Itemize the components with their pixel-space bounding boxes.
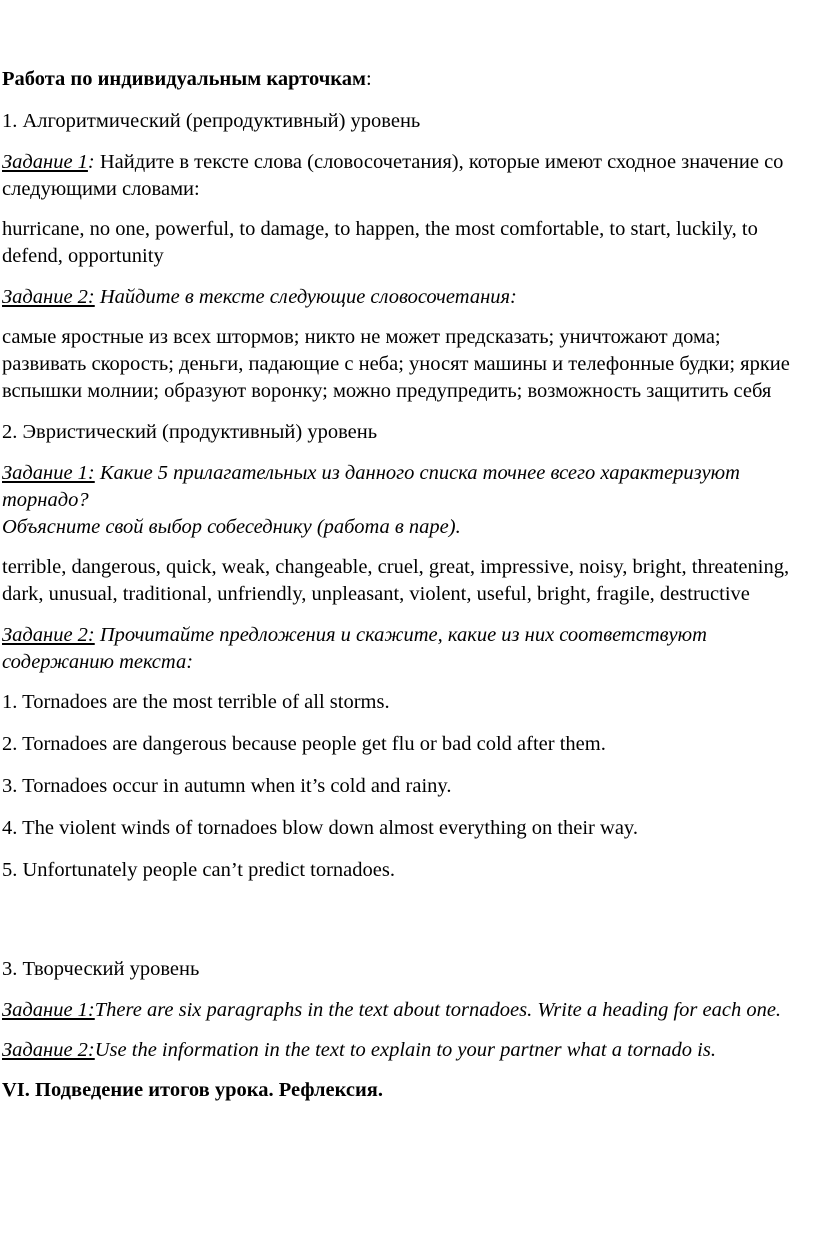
section-title-colon: :	[366, 68, 372, 90]
task-label: Задание 2:	[2, 286, 95, 308]
task-text: Прочитайте предложения и скажите, какие из них соответствуют содержанию текста:	[2, 624, 707, 673]
level-2-adjective-list: terrible, dangerous, quick, weak, changeable, cruel, great, impressive, noisy, bright, threatening, dark, unusual, traditional, unfriendly, unpleasant, violent, useful, bright, fragile, destructive	[2, 556, 790, 605]
document-page	[2, 66, 808, 1104]
task-text: Какие 5 прилагательных из данного списка точнее всего характеризуют торнадо?	[2, 462, 740, 511]
section-title-bold: Работа по индивидуальным карточкам	[2, 68, 367, 90]
level-1-task-1	[2, 149, 808, 203]
task-label: Задание 2:	[2, 624, 95, 646]
section-title	[2, 66, 808, 93]
level-1-word-list: hurricane, no one, powerful, to damage, to happen, the most comfortable, to start, luckily, to defend, opportunity	[2, 218, 758, 267]
vertical-spacer	[2, 899, 808, 956]
level-2-task-1	[2, 460, 808, 541]
level-3-task-1	[2, 997, 808, 1024]
final-section-heading: VI. Подведение итогов урока. Рефлексия.	[2, 1079, 384, 1101]
level-1-phrase-list: самые яростные из всех штормов; никто не может предсказать; уничтожают дома; развивать скорость; деньги, падающие с неба; уносят машины и телефонные будки; яркие вспышки молнии; образуют воронку; можно предупредить; возможность защитить себя	[2, 326, 790, 402]
task-text: There are six paragraphs in the text about tornadoes. Write a heading for each one.	[94, 999, 782, 1021]
task-label-colon: :	[87, 151, 95, 173]
sentence-item: 2. Tornadoes are dangerous because people get flu or bad cold after them.	[2, 733, 606, 755]
level-2-heading: 2. Эвристический (продуктивный) уровень	[2, 421, 378, 443]
sentence-item: 5. Unfortunately people can’t predict tornadoes.	[2, 859, 395, 881]
task-label: Задание 1:	[2, 999, 95, 1021]
level-3-heading: 3. Творческий уровень	[2, 958, 200, 980]
sentence-item: 3. Tornadoes occur in autumn when it’s cold and rainy.	[2, 775, 452, 797]
task-label: Задание 1	[2, 151, 88, 173]
level-1-heading: 1. Алгоритмический (репродуктивный) уровень	[2, 110, 421, 132]
sentence-item: 1. Tornadoes are the most terrible of all storms.	[2, 691, 390, 713]
level-3-task-2	[2, 1037, 808, 1064]
level-1-task-2	[2, 284, 808, 311]
task-label: Задание 2:	[2, 1039, 95, 1061]
level-2-task-2	[2, 622, 808, 676]
sentence-item: 4. The violent winds of tornadoes blow down almost everything on their way.	[2, 817, 638, 839]
task-text: Найдите в тексте слова (словосочетания), которые имеют сходное значение со следующими словами:	[2, 151, 784, 200]
task-text-line-2: Объясните свой выбор собеседнику (работа в паре).	[2, 516, 461, 538]
task-label: Задание 1:	[2, 462, 95, 484]
task-text: Use the information in the text to explain to your partner what a tornado is.	[94, 1039, 716, 1061]
task-text: Найдите в тексте следующие словосочетания:	[94, 286, 517, 308]
